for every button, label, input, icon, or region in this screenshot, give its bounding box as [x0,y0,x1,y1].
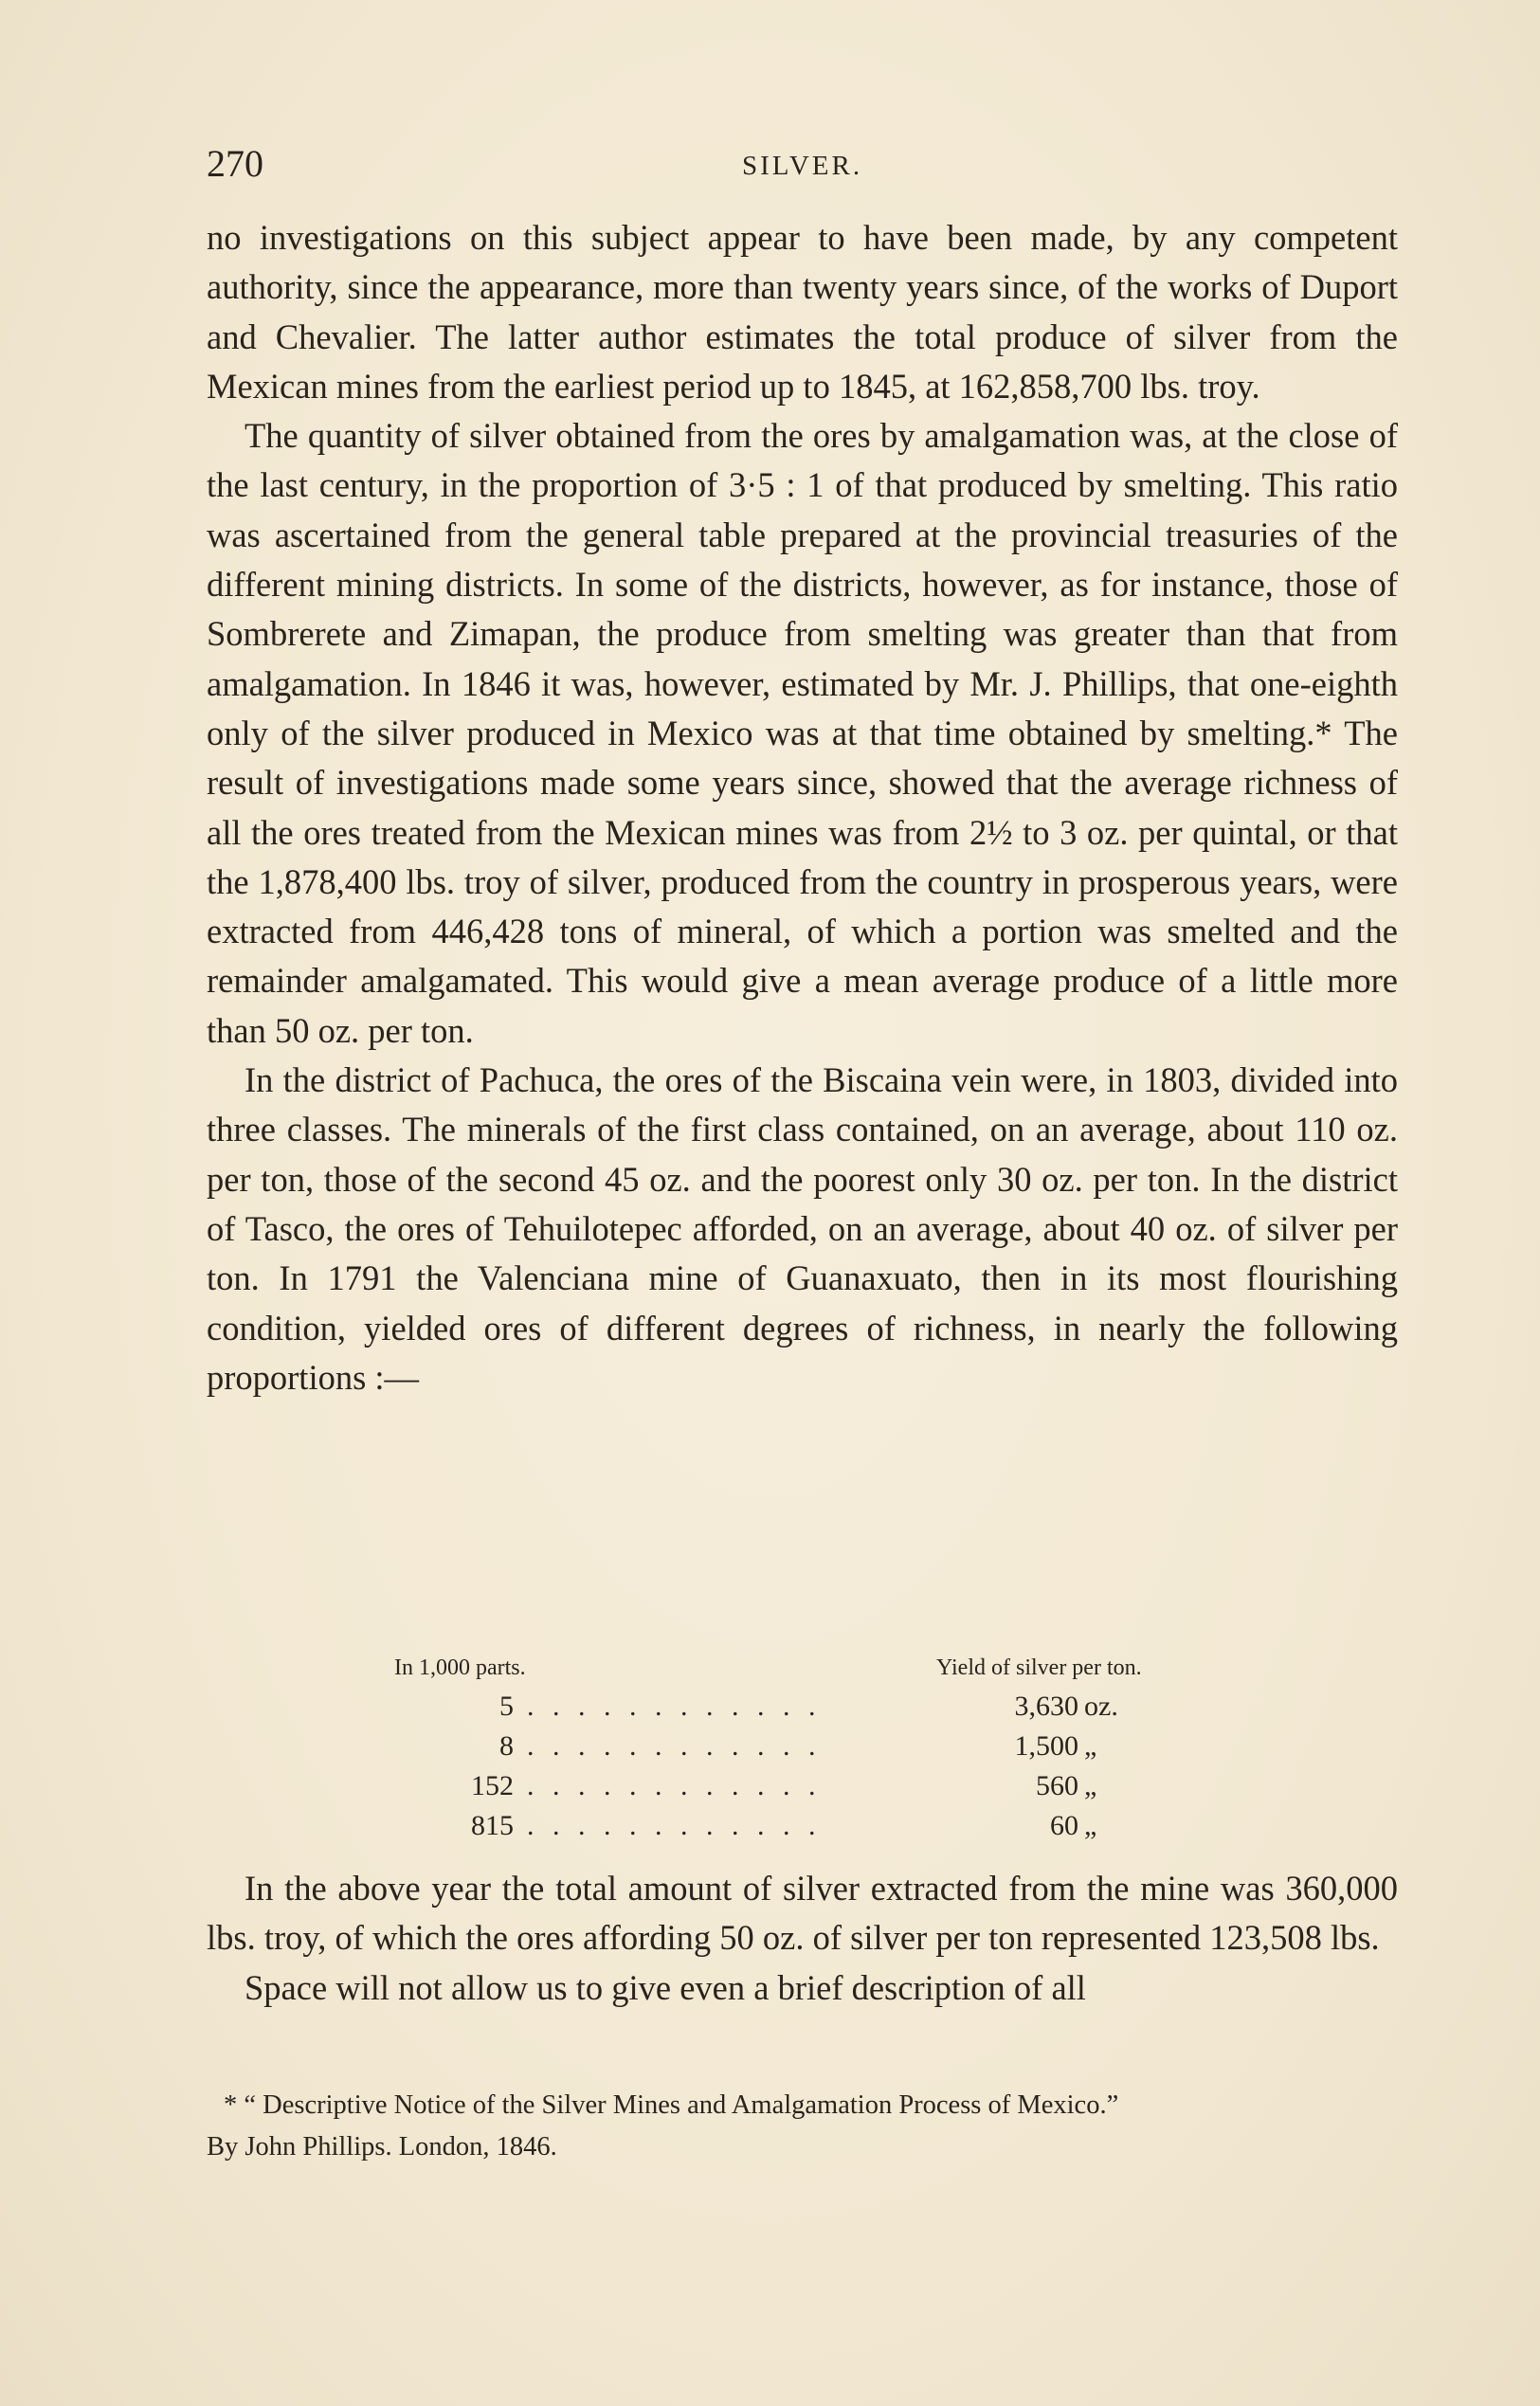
table-row [207,1687,1398,1727]
table-cell-unit: „ [1084,1730,1097,1762]
table-cell-parts: 8 [499,1730,514,1762]
yield-table [207,1649,1398,1841]
paragraph-pachuca: In the district of Pachuca, the ores of the Biscaina vein were, in 1803, divided into three classes. The minerals of the first class contained, on an average, about 110 oz. per ton, those of the second 45 oz. and the poorest only 30 oz. per ton. In the district of Tasco, the ores of Tehuilotepec afforded, on an average, about 40 oz. of silver per ton. In 1791 the Valenciana mine of Guanaxuato, then in its most flourishing condition, yielded ores of different degrees of richness, in nearly the following proportions :— [207,1060,1398,1397]
footnote-line: By John Phillips. London, 1846. [207,2132,557,2162]
table-cell-parts: 152 [471,1770,514,1801]
paragraph-total-amount: In the above year the total amount of silver extracted from the mine was 360,000 lbs. troy, of which the ores affording 50 oz. of silver per ton represented 123,508 lbs. [207,1869,1398,1958]
dot-leader: . . . . . . . . . . . . [527,1770,822,1801]
page-number: 270 [207,142,263,185]
table-cell-yield: 60 [1050,1810,1078,1841]
page-header [207,140,1398,188]
table-cell-parts: 5 [499,1691,514,1722]
body-text [207,213,1398,1402]
table-cell-yield: 560 [1036,1770,1078,1801]
paragraph-amalgamation: The quantity of silver obtained from the ores by amalgamation was, at the close of the last century, in the proportion of 3·5 : 1 of that produced by smelting. This ratio was ascertained from the general table prepared at the provincial treasuries of the different mining districts. In some of the districts, however, as for instance, those of Sombrerete and Zimapan, the produce from smelting was greater than that from amalgamation. In 1846 it was, however, estimated by Mr. J. Phillips, that one-eighth only of the silver produced in Mexico was at that time obtained by smelting.* The result of investigations made some years since, showed that the average richness of all the ores treated from the Mexican mines was from 2½ to 3 oz. per quintal, or that the 1,878,400 lbs. troy of silver, produced from the country in prosperous years, were extracted from 446,428 tons of mineral, of which a portion was smelted and the remainder amalgamated. This would give a mean average produce of a little more than 50 oz. per ton. [207,416,1398,1050]
table-cell-unit: „ [1084,1770,1097,1801]
table-cell-unit: oz. [1084,1691,1118,1722]
table-cell-yield: 1,500 [1014,1730,1078,1762]
dot-leader: . . . . . . . . . . . . [527,1730,822,1762]
table-cell-unit: „ [1084,1810,1097,1841]
dot-leader: . . . . . . . . . . . . [527,1810,822,1841]
table-cell-yield: 3,630 [1014,1691,1078,1722]
table-row [207,1766,1398,1806]
table-header-yield: Yield of silver per ton. [936,1655,1142,1680]
footnote [207,2085,1398,2168]
footnote-line: * “ Descriptive Notice of the Silver Mines and Amalgamation Process of Mexico.” [224,2090,1119,2120]
table-row [207,1806,1398,1846]
running-head: SILVER. [742,151,863,181]
table-row [207,1727,1398,1766]
table-header-parts: In 1,000 parts. [394,1655,526,1680]
table-cell-parts: 815 [471,1810,514,1841]
paragraph-continuation: no investigations on this subject appear to have been made, by any competent authority, since the appearance, more than twenty years since, of the works of Duport and Chevalier. The latter author estimates the total produce of silver from the Mexican mines from the earliest period up to 1845, at 162,858,700 lbs. troy. [207,218,1398,406]
dot-leader: . . . . . . . . . . . . [527,1691,822,1722]
paragraph-space: Space will not allow us to give even a brief description of all [245,1967,1086,2007]
body-text-after-table [207,1864,1398,2013]
